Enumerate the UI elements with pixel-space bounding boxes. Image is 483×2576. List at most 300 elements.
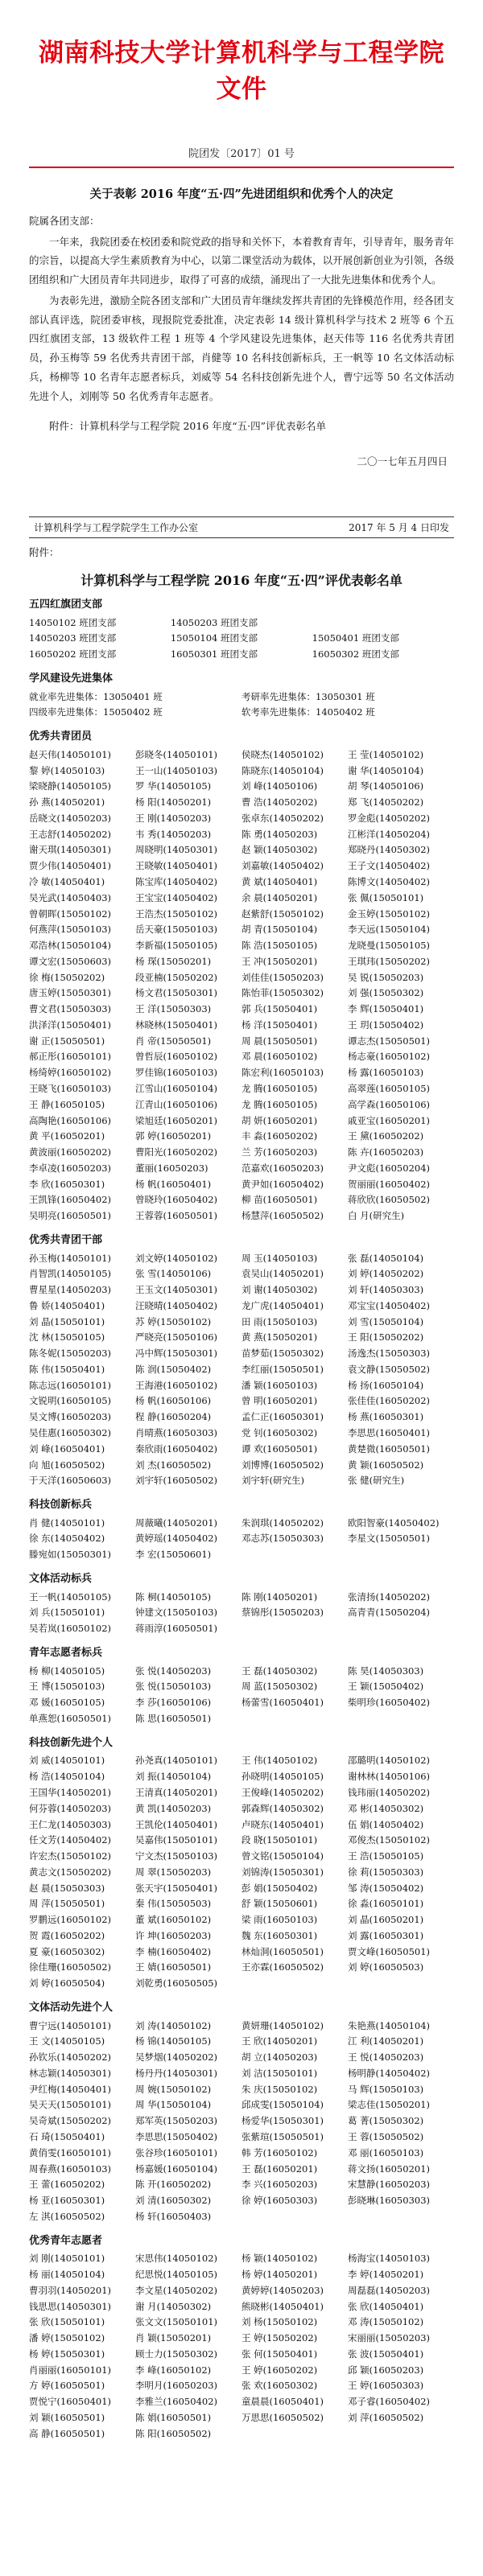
honoree-entry: 刘 清(16050302) <box>135 2195 212 2207</box>
honoree-entry: 陈志远(16050101) <box>29 1379 112 1391</box>
honoree-entry: 张卓东(14050202) <box>242 812 324 824</box>
honoree-entry: 江彬洋(14050204) <box>348 828 431 840</box>
honoree-entry: 刘宇轩(16050502) <box>135 1475 218 1487</box>
name-row <box>29 2018 454 2035</box>
honoree-entry: 杨 燕(16050301) <box>348 1411 424 1423</box>
honoree-entry: 李星文(15050501) <box>348 1533 431 1545</box>
honoree-entry: 郭森辉(14050302) <box>242 1802 324 1814</box>
honoree-entry: 刘 峰(14050106) <box>242 780 318 792</box>
name-row <box>29 811 454 827</box>
award-section <box>29 595 454 663</box>
name-row <box>29 1711 454 1727</box>
honoree-entry: 杨 浩(14050104) <box>29 1771 105 1783</box>
name-row <box>29 2130 454 2146</box>
name-row <box>29 2267 454 2283</box>
name-row <box>29 1605 454 1621</box>
honoree-entry: 刘 兵(15050101) <box>29 1607 105 1619</box>
honoree-entry: 岳晓文(14050203) <box>29 812 112 824</box>
honoree-entry: 刘 杰(16050502) <box>135 1459 212 1471</box>
name-row <box>29 779 454 795</box>
name-row <box>29 858 454 874</box>
honoree-entry: 谢 正(15050501) <box>29 1035 105 1047</box>
honoree-entry: 胡 立(14050203) <box>242 2051 318 2064</box>
honoree-entry: 陈晓东(14050104) <box>242 764 324 776</box>
honoree-entry: 杨慧萍(16050502) <box>242 1210 324 1222</box>
name-row <box>29 2363 454 2379</box>
honoree-entry: 张 悦(14050203) <box>135 1665 212 1677</box>
honoree-entry: 王志舒(14050202) <box>29 828 112 840</box>
document-number: 院团发〔2017〕01 号 <box>188 148 295 160</box>
honoree-entry: 刘 杨(15050102) <box>242 2316 318 2328</box>
section-title: 学风建设先进集体 <box>29 672 114 685</box>
honoree-entry: 谢天琪(14050301) <box>29 844 112 856</box>
name-row <box>29 2162 454 2178</box>
honoree-entry: 贾文峰(16050501) <box>348 1945 431 1957</box>
honoree-entry: 李卓凌(16050203) <box>29 1162 112 1174</box>
honoree-entry: 张 健(研究生) <box>348 1475 405 1487</box>
honoree-entry: 张天宇(15050401) <box>135 1882 218 1894</box>
name-row <box>29 1801 454 1817</box>
award-section <box>29 1496 454 1563</box>
honoree-entry: 徐佳珊(16050502) <box>29 1961 112 1973</box>
name-row <box>29 2177 454 2193</box>
name-row <box>29 2315 454 2331</box>
honoree-entry: 张 悦(15050103) <box>135 1681 212 1693</box>
honoree-entry: 冷 敏(14050401) <box>29 876 105 888</box>
name-row <box>29 631 454 647</box>
honoree-entry: 邓 丽(16050103) <box>348 2146 424 2158</box>
name-row <box>29 1362 454 1378</box>
honoree-entry: 王宝宝(14050402) <box>135 891 218 903</box>
honoree-entry: 孟仁正(16050301) <box>242 1411 324 1423</box>
honoree-entry: 许宏杰(15050102) <box>29 1850 112 1862</box>
honoree-entry: 秦欣雨(16050402) <box>135 1442 218 1455</box>
name-row <box>29 1442 454 1458</box>
honoree-entry: 赵天伟(14050101) <box>29 748 112 760</box>
honoree-entry: 肖智凯(14050105) <box>29 1268 112 1280</box>
honoree-entry: 杨嘉媛(16050104) <box>135 2162 218 2175</box>
honoree-entry: 陈 润(15050402) <box>135 1363 212 1375</box>
honoree-entry: 杨 洋(15050401) <box>242 1018 318 1031</box>
honoree-entry: 王仁龙(14050303) <box>29 1818 112 1830</box>
honoree-entry: 田 雨(15050103) <box>242 1315 318 1327</box>
honoree-entry: 孙钦乐(14050202) <box>29 2051 112 2064</box>
honoree-entry: 吴文博(16050203) <box>29 1411 112 1423</box>
honoree-entry: 黄 凯(14050203) <box>135 1802 212 1814</box>
honoree-entry: 王 冲(15050201) <box>242 955 318 967</box>
honoree-entry: 单燕恕(16050501) <box>29 1712 112 1724</box>
honoree-entry: 黄 燕(15050201) <box>242 1331 318 1344</box>
award-section <box>29 1231 454 1489</box>
name-row <box>29 1516 454 1532</box>
honoree-entry: 程 静(16050204) <box>135 1411 212 1423</box>
honoree-entry: 龙晓曼(15050105) <box>348 940 431 952</box>
honoree-entry: 王子文(14050402) <box>348 860 431 872</box>
honoree-entry: 杨志豪(16050102) <box>348 1051 431 1063</box>
honoree-entry: 周薇曦(14050201) <box>135 1516 218 1529</box>
name-row <box>29 795 454 811</box>
honoree-entry: 王一山(14050103) <box>135 764 218 776</box>
honoree-entry: 王 伟(14050102) <box>242 1755 318 1767</box>
award-section <box>29 1998 454 2225</box>
name-row <box>29 1531 454 1547</box>
honoree-entry: 谭志杰(15050501) <box>348 1035 431 1047</box>
honoree-entry: 彭晓冬(14050101) <box>135 748 218 760</box>
honoree-entry: 党 钊(16050302) <box>242 1426 318 1438</box>
honoree-entry: 杨爱华(15050301) <box>242 2115 324 2127</box>
honoree-entry: 韦 秀(14050203) <box>135 828 212 840</box>
honoree-entry: 徐 淼(16050101) <box>348 1898 424 1910</box>
honoree-entry: 彭 娟(15050402) <box>242 1882 318 1894</box>
award-section <box>29 669 454 721</box>
name-row <box>29 2251 454 2267</box>
honoree-entry: 邓 涛(15050102) <box>348 2316 424 2328</box>
name-row <box>29 891 454 907</box>
name-row <box>29 1282 454 1298</box>
name-row <box>29 938 454 954</box>
honoree-entry: 软考率先进集体：14050402 班 <box>242 706 375 718</box>
name-row <box>29 2299 454 2315</box>
name-row <box>29 1817 454 1833</box>
honoree-entry: 王 洋(15050303) <box>135 1003 212 1015</box>
attachment-label: 附件： <box>29 546 60 558</box>
honoree-entry: 邓 媛(16050105) <box>29 1697 105 1709</box>
honoree-entry: 欧阳智豪(14050402) <box>348 1516 440 1529</box>
honoree-entry: 柳 苗(16050501) <box>242 1194 318 1206</box>
honoree-entry: 贾悦宁(16050401) <box>29 2396 112 2408</box>
honoree-entry: 16050302 班团支部 <box>312 648 399 660</box>
footer-office: 计算机科学与工程学院学生工作办公室 <box>34 522 199 533</box>
honoree-entry: 洪泽洋(15050401) <box>29 1018 112 1031</box>
honoree-entry: 蒋文扬(16050201) <box>348 2162 431 2175</box>
name-row <box>29 874 454 891</box>
honoree-entry: 刘 振(14050104) <box>135 1771 212 1783</box>
name-row <box>29 2050 454 2066</box>
section-title: 五四红旗团支部 <box>29 599 103 611</box>
name-row <box>29 954 454 970</box>
honoree-entry: 刘 晶(15050101) <box>29 1315 105 1327</box>
honoree-entry: 冯中辉(15050301) <box>135 1348 218 1360</box>
award-section <box>29 2232 454 2442</box>
honoree-entry: 熊晓彬(14050401) <box>242 2300 324 2312</box>
name-row <box>29 1881 454 1897</box>
name-row <box>29 922 454 938</box>
honoree-entry: 邱 颖(16050203) <box>348 2364 424 2376</box>
honoree-entry: 于天洋(16050603) <box>29 1475 112 1487</box>
honoree-entry: 张谷珍(16050101) <box>135 2146 218 2158</box>
honoree-entry: 王清真(14050201) <box>135 1786 218 1798</box>
honoree-entry: 陈博文(14050402) <box>348 876 431 888</box>
honoree-entry: 刘 婷(16050504) <box>29 1977 105 1990</box>
honoree-entry: 范嘉欢(16050203) <box>242 1162 324 1174</box>
name-row <box>29 2347 454 2363</box>
section-title: 优秀共青团员 <box>29 730 93 743</box>
honoree-entry: 周 玉(14050103) <box>242 1252 318 1264</box>
honoree-entry: 董丽(16050203) <box>135 1162 208 1174</box>
honoree-entry: 侯晓杰(14050102) <box>242 748 324 760</box>
honoree-entry: 梁旭廷(16050201) <box>135 1114 218 1126</box>
honoree-entry: 就业率先进集体：13050401 班 <box>29 690 163 702</box>
honoree-entry: 吴天天(15050101) <box>29 2099 112 2111</box>
honoree-entry: 杨海宝(14050103) <box>348 2253 431 2265</box>
honoree-entry: 黄尹如(16050402) <box>242 1178 324 1190</box>
honoree-entry: 杨明静(14050402) <box>348 2067 431 2079</box>
honoree-entry: 15050401 班团支部 <box>312 632 399 644</box>
honoree-entry: 林志颖(14050301) <box>29 2067 112 2079</box>
honoree-entry: 邓宝宝(14050402) <box>348 1299 431 1311</box>
honoree-entry: 14050102 班团支部 <box>29 616 117 628</box>
honoree-entry: 杨 琛(15050201) <box>135 955 212 967</box>
honoree-entry: 石 琦(15050401) <box>29 2130 105 2142</box>
honoree-entry: 刘 婷(16050503) <box>348 1961 424 1973</box>
name-row <box>29 1785 454 1801</box>
honoree-entry: 罗佳锦(16050103) <box>135 1067 218 1079</box>
honoree-entry: 曹星星(14050203) <box>29 1284 112 1296</box>
honoree-entry: 郭 婷(16050201) <box>135 1130 212 1142</box>
honoree-entry: 刘 露(16050301) <box>348 1929 424 1941</box>
honoree-entry: 高翠莲(16050105) <box>348 1082 431 1094</box>
honoree-entry: 李 莎(16050106) <box>135 1697 212 1709</box>
name-row <box>29 1896 454 1912</box>
honoree-entry: 王凯锋(16050402) <box>29 1194 112 1206</box>
honoree-entry: 杨 亚(16050301) <box>29 2195 105 2207</box>
name-row <box>29 1208 454 1224</box>
name-row <box>29 1315 454 1331</box>
name-row <box>29 1346 454 1362</box>
honoree-entry: 刘 萍(16050502) <box>348 2411 424 2423</box>
section-title: 科技创新先进个人 <box>29 1736 114 1749</box>
honoree-entry: 郝正彤(16050101) <box>29 1051 112 1063</box>
honoree-entry: 黄楚微(16050501) <box>348 1442 431 1455</box>
honoree-entry: 王一帆(14050105) <box>29 1590 112 1603</box>
honoree-entry: 陈宝库(14050402) <box>135 876 218 888</box>
honoree-entry: 谢 华(14050104) <box>348 764 424 776</box>
honoree-entry: 16050202 班团支部 <box>29 648 117 660</box>
honoree-entry: 贺 霞(16050202) <box>29 1929 105 1941</box>
name-row <box>29 763 454 780</box>
honoree-entry: 杨 轩(16050403) <box>135 2210 212 2222</box>
honoree-entry: 周晓明(14050301) <box>135 844 218 856</box>
honoree-entry: 白 月(研究生) <box>348 1210 405 1222</box>
name-row <box>29 1664 454 1680</box>
honoree-entry: 陈 刚(14050201) <box>242 1590 318 1603</box>
honoree-entry: 王 磊(14050302) <box>242 1665 318 1677</box>
name-row <box>29 1621 454 1637</box>
honoree-entry: 王 黛(16050202) <box>348 1130 424 1142</box>
honoree-entry: 王俊峰(14050202) <box>242 1786 324 1798</box>
honoree-entry: 夏 豪(16050302) <box>29 1945 105 1957</box>
honoree-entry: 卢晓东(14050401) <box>242 1818 324 1830</box>
honoree-entry: 胡 青(15050104) <box>242 924 318 936</box>
footer-print-date: 2017 年 5 月 4 日印发 <box>349 522 449 533</box>
honoree-entry: 邓俊杰(15050102) <box>348 1834 431 1846</box>
honoree-entry: 邓浩林(15050104) <box>29 940 112 952</box>
name-row <box>29 1081 454 1097</box>
honoree-entry: 王 欣(14050201) <box>242 2035 318 2047</box>
honoree-entry: 高学森(16050106) <box>348 1098 431 1110</box>
notice-title: 关于表彰 2016 年度“五·四”先进团组织和优秀个人的决定 <box>89 187 394 201</box>
honoree-entry: 邱成雯(15050104) <box>242 2099 324 2111</box>
honoree-entry: 刘文婷(14050102) <box>135 1252 218 1264</box>
honoree-entry: 张 何(15050401) <box>242 2348 318 2360</box>
honoree-entry: 黄 颖(16050502) <box>348 1459 424 1471</box>
honoree-entry: 刘 轩(14050303) <box>348 1284 424 1296</box>
honoree-entry: 曹羽羽(14050201) <box>29 2284 112 2296</box>
honoree-entry: 张文文(15050101) <box>135 2316 218 2328</box>
honoree-entry: 李文星(14050202) <box>135 2284 218 2296</box>
honoree-entry: 李 峰(16050102) <box>135 2364 212 2376</box>
honoree-entry: 李思思(15050402) <box>135 2130 218 2142</box>
honoree-entry: 杨 帆(16050401) <box>135 1178 212 1190</box>
honoree-entry: 吴若岚(16050102) <box>29 1623 112 1635</box>
honoree-entry: 陈 桐(14050105) <box>135 1590 212 1603</box>
honoree-entry: 王 玥(15050402) <box>348 1018 424 1031</box>
name-row <box>29 1753 454 1769</box>
honoree-entry: 14050203 班团支部 <box>29 632 117 644</box>
honoree-entry: 曹阳光(16050202) <box>135 1146 218 1158</box>
honoree-entry: 贾少伟(14050401) <box>29 860 112 872</box>
honoree-entry: 张 欣(14050401) <box>348 2300 424 2312</box>
honoree-entry: 肖 颖(15050201) <box>135 2332 212 2344</box>
honoree-entry: 徐 梅(15050202) <box>29 971 105 983</box>
honoree-entry: 李 婷(14050201) <box>348 2269 424 2281</box>
honoree-entry: 考研率先进集体：13050301 班 <box>242 690 375 702</box>
honoree-entry: 魏 东(16050301) <box>242 1929 318 1941</box>
name-row <box>29 1833 454 1849</box>
honoree-entry: 罗鹏远(16050102) <box>29 1914 112 1926</box>
honoree-entry: 刘嘉敏(14050402) <box>242 860 324 872</box>
honoree-entry: 杨 婷(15050301) <box>29 2348 105 2360</box>
honoree-entry: 邓 彬(14050302) <box>348 1802 424 1814</box>
honoree-entry: 童晨晨(16050401) <box>242 2396 324 2408</box>
honoree-entry: 王蓉蓉(16050501) <box>135 1210 218 1222</box>
honoree-entry: 周 翠(15050203) <box>135 1866 212 1878</box>
honoree-entry: 周 晨(15050501) <box>242 1035 318 1047</box>
honoree-entry: 胡 妍(16050201) <box>242 1114 318 1126</box>
honoree-entry: 纪思悦(14050105) <box>135 2269 218 2281</box>
honoree-entry: 王 悦(14050203) <box>348 2051 424 2064</box>
honoree-entry: 杨绮婷(16050102) <box>29 1067 112 1079</box>
name-row <box>29 1944 454 1961</box>
honoree-entry: 滕宛如(15050301) <box>29 1549 112 1561</box>
honoree-entry: 蔡锦彤(15050203) <box>242 1607 324 1619</box>
name-row <box>29 1473 454 1489</box>
honoree-entry: 宋慧静(16050203) <box>348 2179 431 2191</box>
honoree-entry: 黄 平(16050201) <box>29 1130 105 1142</box>
honoree-entry: 邓子睿(16050402) <box>348 2396 431 2408</box>
honoree-entry: 肖 帝(15050501) <box>135 1035 212 1047</box>
name-row <box>29 1960 454 1976</box>
honoree-entry: 张 波(15050401) <box>348 2348 424 2360</box>
name-row <box>29 1590 454 1606</box>
name-row <box>29 1049 454 1065</box>
honoree-entry: 李天远(15050104) <box>348 924 431 936</box>
honoree-entry: 周 萍(15050501) <box>29 1898 105 1910</box>
honoree-entry: 刘 刚(14050101) <box>29 2253 105 2265</box>
honoree-entry: 王晓敏(14050401) <box>135 860 218 872</box>
name-row <box>29 1865 454 1881</box>
name-row <box>29 1849 454 1865</box>
honoree-entry: 陈 阳(16050502) <box>135 2427 212 2439</box>
honoree-entry: 周 华(15050104) <box>135 2099 212 2111</box>
honoree-entry: 蒋雨淳(16050501) <box>135 1623 218 1635</box>
honoree-entry: 徐 莉(15050303) <box>348 1866 424 1878</box>
award-section <box>29 1644 454 1727</box>
honoree-entry: 曾晓玲(16050402) <box>135 1194 218 1206</box>
name-row <box>29 1251 454 1267</box>
honoree-entry: 舒 颖(15050601) <box>242 1898 318 1910</box>
honoree-entry: 刘锦涛(15050301) <box>242 1866 324 1878</box>
honoree-entry: 刘 晶(16050201) <box>348 1914 424 1926</box>
honoree-entry: 曹 浩(14050202) <box>242 796 318 809</box>
honoree-entry: 苗梦茹(15050302) <box>242 1348 324 1360</box>
honoree-entry: 宁文杰(15050103) <box>135 1850 218 1862</box>
honoree-entry: 陈 思(16050501) <box>135 1712 212 1724</box>
honoree-entry: 汪晓晴(14050402) <box>135 1299 218 1311</box>
honoree-entry: 邓志苏(15050303) <box>242 1533 324 1545</box>
name-row <box>29 1426 454 1442</box>
honoree-entry: 邹 涛(15050402) <box>348 1882 424 1894</box>
honoree-entry: 王凯伦(14050401) <box>135 1818 218 1830</box>
honoree-entry: 陈 勇(14050203) <box>242 828 318 840</box>
honoree-entry: 沈 林(15050105) <box>29 1331 105 1344</box>
honoree-entry: 兰 芳(16050203) <box>242 1146 318 1158</box>
name-row <box>29 2426 454 2442</box>
name-row <box>29 2410 454 2426</box>
honoree-entry: 潘 婷(15050102) <box>29 2332 105 2344</box>
honoree-entry: 彭晓琳(16050303) <box>348 2195 431 2207</box>
honoree-entry: 向 旭(16050502) <box>29 1459 105 1471</box>
red-divider <box>29 167 454 168</box>
honoree-entry: 陈 娟(16050501) <box>135 2411 212 2423</box>
name-row <box>29 1177 454 1193</box>
name-row <box>29 907 454 923</box>
honoree-entry: 江 利(14050201) <box>348 2035 424 2047</box>
name-row <box>29 747 454 763</box>
list-title: 计算机科学与工程学院 2016 年度“五·四”评优表彰名单 <box>80 573 402 588</box>
name-row <box>29 1145 454 1161</box>
honoree-entry: 黄 斌(14050401) <box>242 876 318 888</box>
honoree-entry: 宋丽丽(15050203) <box>348 2332 431 2344</box>
name-row <box>29 705 454 721</box>
honoree-entry: 徐 婷(16050303) <box>242 2195 318 2207</box>
honoree-entry: 尹文彪(16050204) <box>348 1162 431 1174</box>
section-title: 青年志愿者标兵 <box>29 1647 103 1659</box>
name-row <box>29 1378 454 1394</box>
honoree-entry: 肖晴燕(16050303) <box>135 1426 218 1438</box>
name-row <box>29 1161 454 1177</box>
honoree-entry: 张 欢(16050302) <box>242 2380 318 2392</box>
honoree-entry: 刘 雪(15050104) <box>348 1315 424 1327</box>
name-row <box>29 1034 454 1050</box>
honoree-entry: 董 斌(16050102) <box>135 1914 212 1926</box>
honoree-entry: 杨 婷(14050201) <box>242 2269 318 2281</box>
honoree-entry: 吴梦烟(14050202) <box>135 2051 218 2064</box>
honoree-entry: 梁 雨(16050103) <box>242 1914 318 1926</box>
honoree-entry: 王 阳(15050202) <box>348 1331 424 1344</box>
honoree-entry: 刘佳佳(15050203) <box>242 971 324 983</box>
honoree-entry: 林灿洞(16050501) <box>242 1945 324 1957</box>
honoree-entry: 陈冬妮(15050203) <box>29 1348 112 1360</box>
honoree-entry <box>312 615 454 632</box>
name-row <box>29 647 454 663</box>
honoree-entry: 赵 颖(14050302) <box>242 844 318 856</box>
name-row <box>29 1018 454 1034</box>
honoree-entry: 李 宏(15050601) <box>135 1549 212 1561</box>
honoree-entry: 贺丽丽(16050402) <box>348 1178 431 1190</box>
honoree-entry: 曾 明(16050201) <box>242 1395 318 1407</box>
notice-addressee: 院属各团支部： <box>29 214 100 227</box>
